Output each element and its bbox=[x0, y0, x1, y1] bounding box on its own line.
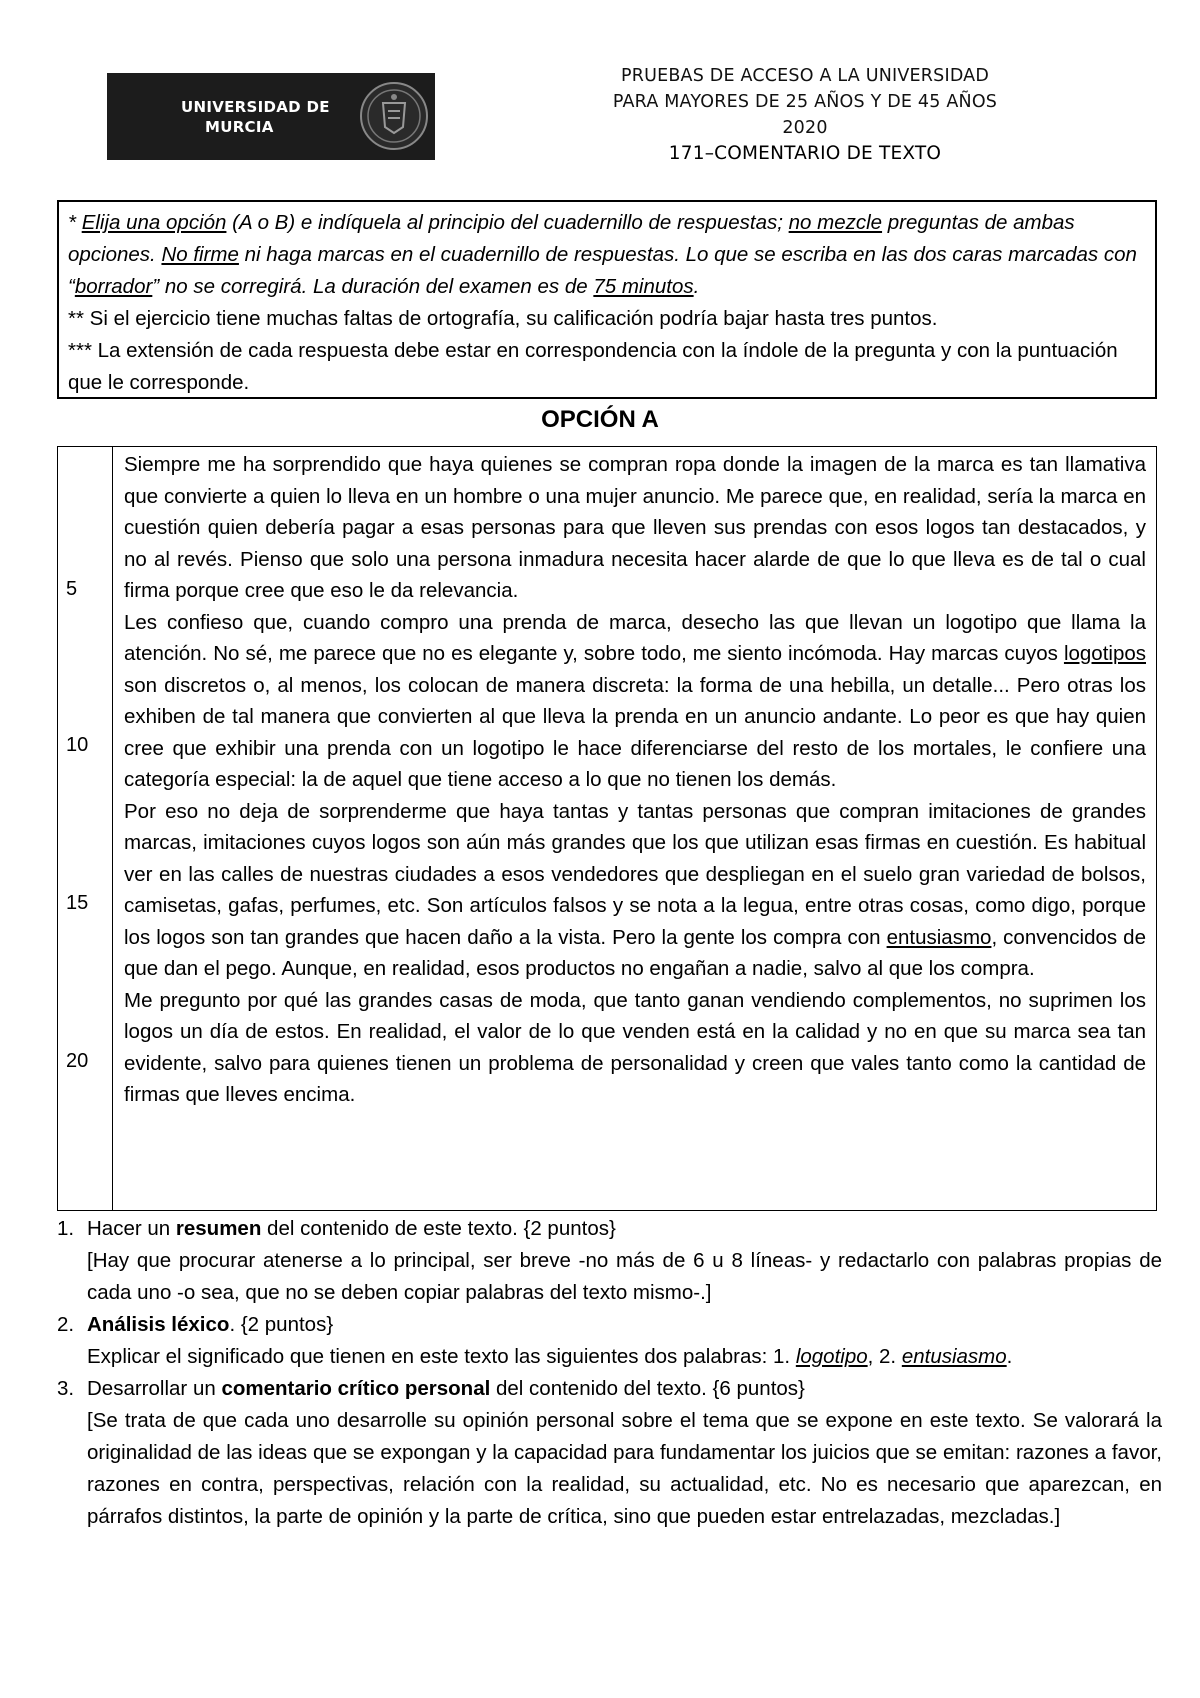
exam-header bbox=[540, 63, 1070, 167]
text-paragraph-3: Por eso no deja de sorprenderme que haya tantas y tantas personas que compran imitaciones de grandes marcas, imitaciones cuyos logos son aún más grandes que los que utilizan esas firmas en cuestión. Es habitual ver en las calles de nuestras ciudades a esos vendedores que despliegan en el suelo gran variedad de bolsos, camisetas, gafas, perfumes, etc. Son artículos falsos y se nota a la legua, entre otras cosas, como digo, porque los logos son tan grandes que hacen daño a la vista. Pero la gente los compra con entusiasmo, convencidos de que dan el pego. Aunque, en realidad, esos productos no engañan a nadie, salvo al que los compra. bbox=[124, 799, 1146, 980]
instruction-general: * Elija una opción (A o B) e indíquela al principio del cuadernillo de respuestas; no mezcle preguntas de ambas opciones. No firme ni haga marcas en el cuadernillo de respuestas. Lo que se escriba en las dos caras marcadas con “borrador” no se corregirá. La duración del examen es de 75 minutos. bbox=[68, 211, 1137, 298]
text-paragraph-1: Siempre me ha sorprendido que haya quienes se compran ropa donde la imagen de la marca es tan llamativa que convierte a quien lo lleva en un hombre o una mujer anuncio. Me parece que, en realidad, sería la marca en cuestión quien debería pagar a esas personas para que lleven sus prendas con esos logos tan destacados, y no al revés. Pienso que solo una persona inmadura necesita hacer alarde de que lo que lleva es de tal o cual firma porque cree que eso le da relevancia. bbox=[124, 453, 1146, 602]
university-logo bbox=[107, 73, 435, 160]
text-paragraph-2: Les confieso que, cuando compro una prenda de marca, desecho las que llevan un logotipo que llama la atención. No sé, me parece que no es elegante y, sobre todo, me siento incómoda. Hay marcas cuyos logotipos son discretos o, al menos, los colocan de manera discreta: la forma de una hebilla, un detalle... Pero otras los exhiben de tal manera que convierten al que lleva la prenda en un anuncio andante. Lo peor es que hay quien cree que exhibir una prenda con un logotipo le hace diferenciarse del resto de los mortales, le confiere una categoría especial: la de aquel que tiene acceso a lo que no tienen los demás. bbox=[124, 610, 1146, 791]
logo-line-2: MURCIA bbox=[205, 117, 274, 136]
header-line-2: PARA MAYORES DE 25 AÑOS Y DE 45 AÑOS bbox=[612, 92, 998, 112]
question-1 bbox=[57, 1213, 1162, 1309]
question-detail: Explicar el significado que tienen en este texto las siguientes dos palabras: 1. logotipo, 2. entusiasmo. bbox=[87, 1345, 1013, 1368]
text-body bbox=[124, 449, 1146, 1111]
exam-subject: 171–COMENTARIO DE TEXTO bbox=[668, 143, 942, 164]
instruction-length: *** La extensión de cada respuesta debe estar en correspondencia con la índole de la pregunta y con la puntuación que le corresponde. bbox=[68, 339, 1118, 394]
logo-line-1: UNIVERSIDAD DE bbox=[181, 97, 330, 116]
line-number: 20 bbox=[66, 1050, 89, 1072]
university-seal-icon bbox=[359, 81, 429, 151]
questions-list bbox=[57, 1213, 1162, 1533]
text-paragraph-4: Me pregunto por qué las grandes casas de moda, que tanto ganan vendiendo complementos, no suprimen los logos un día de estos. En realidad, el valor de lo que venden está en la calidad y no en que su marca sea tan evidente, salvo para quienes tienen un problema de personalidad y creen que vales tanto como la cantidad de firmas que lleves encima. bbox=[124, 988, 1146, 1106]
line-number: 10 bbox=[66, 734, 89, 756]
line-number: 15 bbox=[66, 892, 89, 914]
logo-text bbox=[107, 97, 331, 137]
line-number-column bbox=[58, 447, 113, 1210]
header-year: 2020 bbox=[782, 118, 828, 138]
question-detail: [Se trata de que cada uno desarrolle su opinión personal sobre el tema que se expone en este texto. Se valorará la originalidad de las ideas que se expongan y la capacidad para fundamentar los juicios que se emitan: razones a favor, razones en contra, perspectivas, relación con la realidad, su actualidad, etc. No es necesario que aparezcan, en párrafos distintos, la parte de opinión y la parte de crítica, sino que pueden estar entrelazadas, mezcladas.] bbox=[87, 1409, 1162, 1528]
question-2 bbox=[57, 1309, 1162, 1373]
option-title: OPCIÓN A bbox=[541, 406, 659, 433]
question-detail: [Hay que procurar atenerse a lo principal, ser breve -no más de 6 u 8 líneas- y redactarlo con palabras propias de cada uno -o sea, que no se deben copiar palabras del texto mismo-.] bbox=[87, 1249, 1162, 1304]
header-line-1: PRUEBAS DE ACCESO A LA UNIVERSIDAD bbox=[620, 66, 990, 86]
question-title: Hacer un resumen del contenido de este texto. {2 puntos} bbox=[87, 1217, 616, 1240]
instruction-spelling: ** Si el ejercicio tiene muchas faltas de ortografía, su calificación podría bajar hasta tres puntos. bbox=[68, 307, 938, 330]
question-number: 3. bbox=[57, 1377, 75, 1400]
instructions-box bbox=[57, 200, 1157, 399]
question-number: 1. bbox=[57, 1217, 75, 1240]
line-number: 5 bbox=[66, 578, 78, 600]
text-table bbox=[57, 446, 1157, 1211]
question-3 bbox=[57, 1373, 1162, 1533]
question-title: Desarrollar un comentario crítico personal del contenido del texto. {6 puntos} bbox=[87, 1377, 805, 1400]
question-title: Análisis léxico. {2 puntos} bbox=[87, 1313, 334, 1336]
question-number: 2. bbox=[57, 1313, 75, 1336]
